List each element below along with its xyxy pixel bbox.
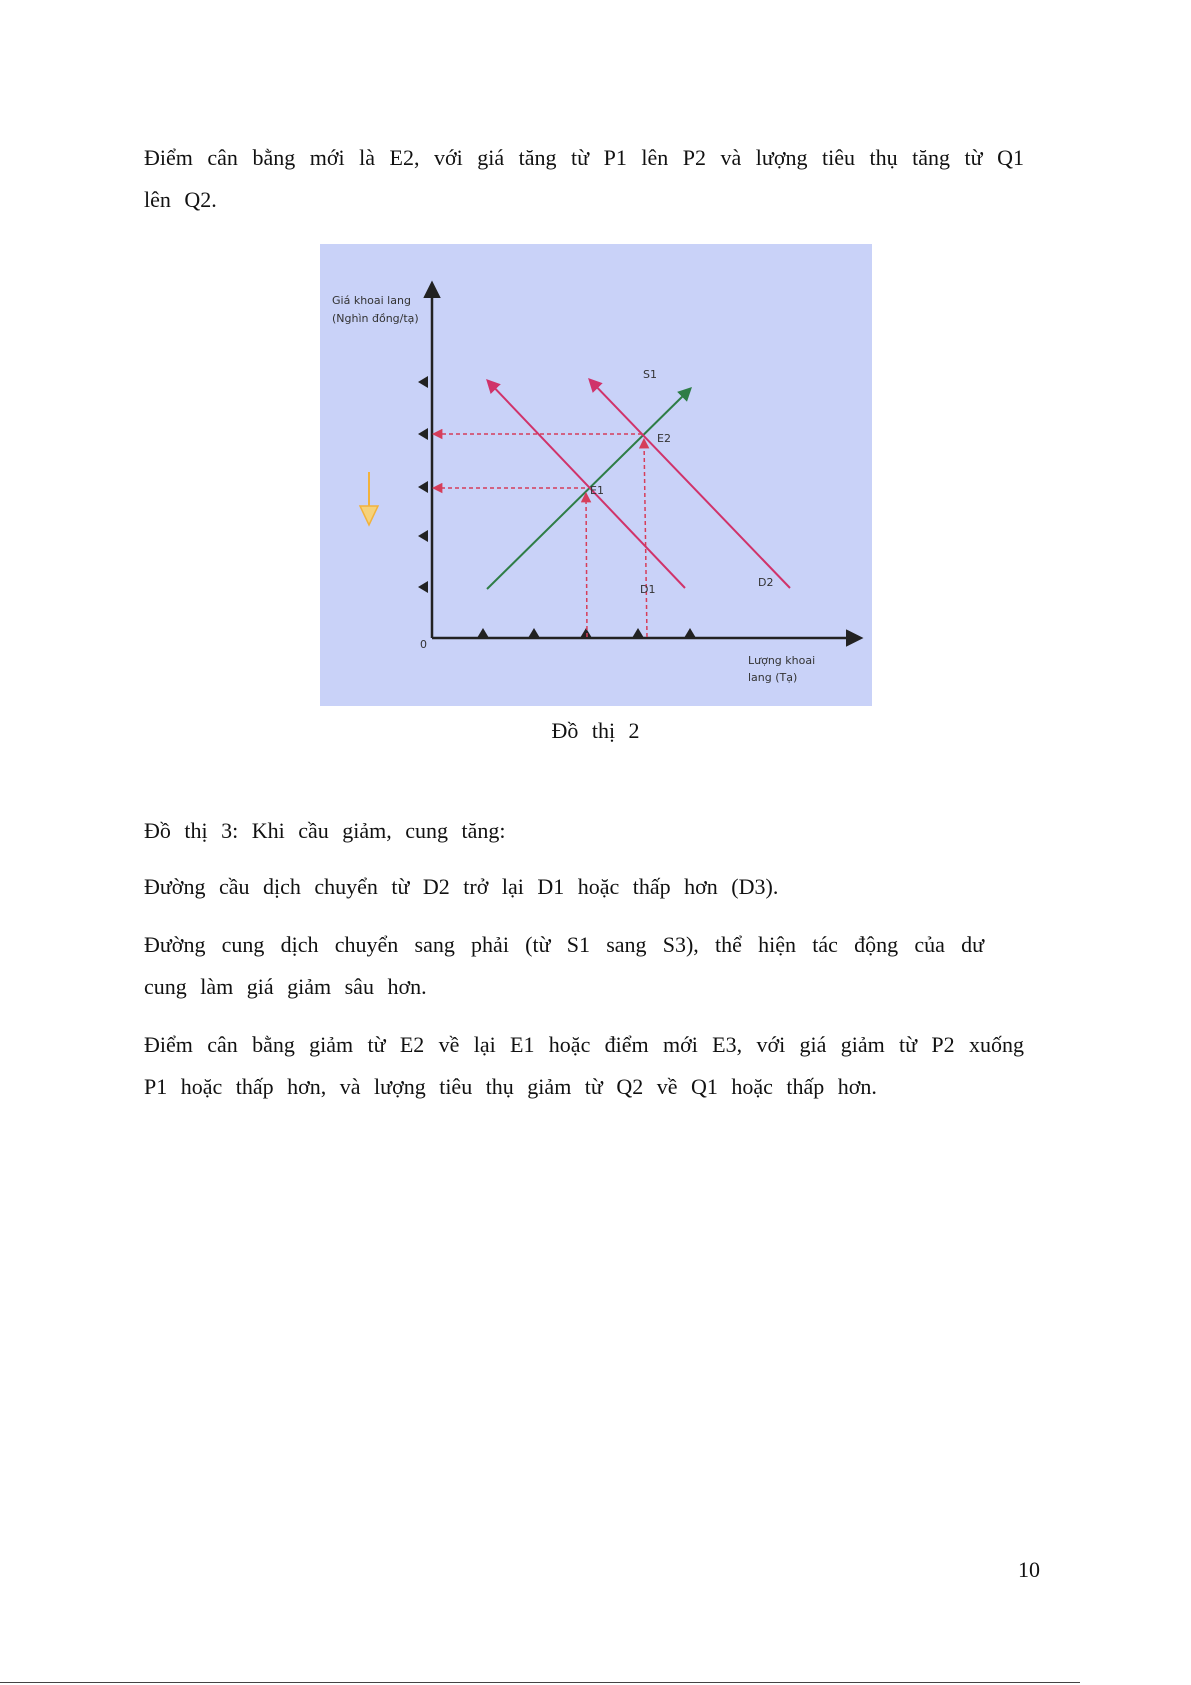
footer-rule xyxy=(0,1682,1080,1683)
equilibrium-label-e2: E2 xyxy=(657,432,671,445)
page-number: 10 xyxy=(1018,1557,1040,1582)
supply-label-s1: S1 xyxy=(643,368,657,381)
supply-demand-figure xyxy=(320,244,872,706)
supply-curve-s1 xyxy=(487,389,690,589)
heading-graph-3: Đồ thị 3: Khi cầu giảm, cung tăng: xyxy=(144,818,506,843)
y-tick-marker xyxy=(418,481,428,493)
origin-label: 0 xyxy=(420,638,427,651)
x-axis-label: Lượng khoai xyxy=(748,654,816,667)
x-axis-unit: lang (Tạ) xyxy=(748,671,798,684)
x-tick-marker xyxy=(580,628,592,638)
x-tick-marker xyxy=(528,628,540,638)
equilibrium-label-e1: E1 xyxy=(590,484,604,497)
y-tick-marker xyxy=(418,581,428,593)
x-tick-marker xyxy=(684,628,696,638)
paragraph-equilibrium-e2: Điểm cân bằng mới là E2, với giá tăng từ P1 lên P2 và lượng tiêu thụ tăng từ Q1 lên Q2. xyxy=(144,145,1024,212)
paragraph-equilibrium-drop: Điểm cân bằng giảm từ E2 về lại E1 hoặc điểm mới E3, với giá giảm từ P2 xuống P1 hoặc thấp hơn, và lượng tiêu thụ giảm từ Q2 về Q1 hoặc thấp hơn. xyxy=(144,1032,1024,1099)
paragraph-supply-shift: Đường cung dịch chuyển sang phải (từ S1 sang S3), thể hiện tác động của dư cung làm giá giảm sâu hơn. xyxy=(144,932,984,999)
y-tick-marker xyxy=(418,428,428,440)
y-axis-unit: (Nghìn đồng/tạ) xyxy=(332,312,419,325)
supply-demand-graph xyxy=(320,244,872,706)
demand-label-d2: D2 xyxy=(758,576,774,589)
demand-curve-d2 xyxy=(590,380,790,588)
x-tick-marker xyxy=(477,628,489,638)
figure-caption: Đồ thị 2 xyxy=(551,718,640,743)
y-tick-marker xyxy=(418,530,428,542)
y-axis-label: Giá khoai lang xyxy=(332,294,411,307)
down-arrow-icon xyxy=(360,506,378,525)
quantity-guide-q1 xyxy=(586,494,587,637)
paragraph-demand-shift: Đường cầu dịch chuyển từ D2 trở lại D1 hoặc thấp hơn (D3). xyxy=(144,874,779,899)
demand-label-d1: D1 xyxy=(640,583,656,596)
quantity-guide-q2 xyxy=(644,440,647,637)
y-tick-marker xyxy=(418,376,428,388)
x-tick-marker xyxy=(632,628,644,638)
